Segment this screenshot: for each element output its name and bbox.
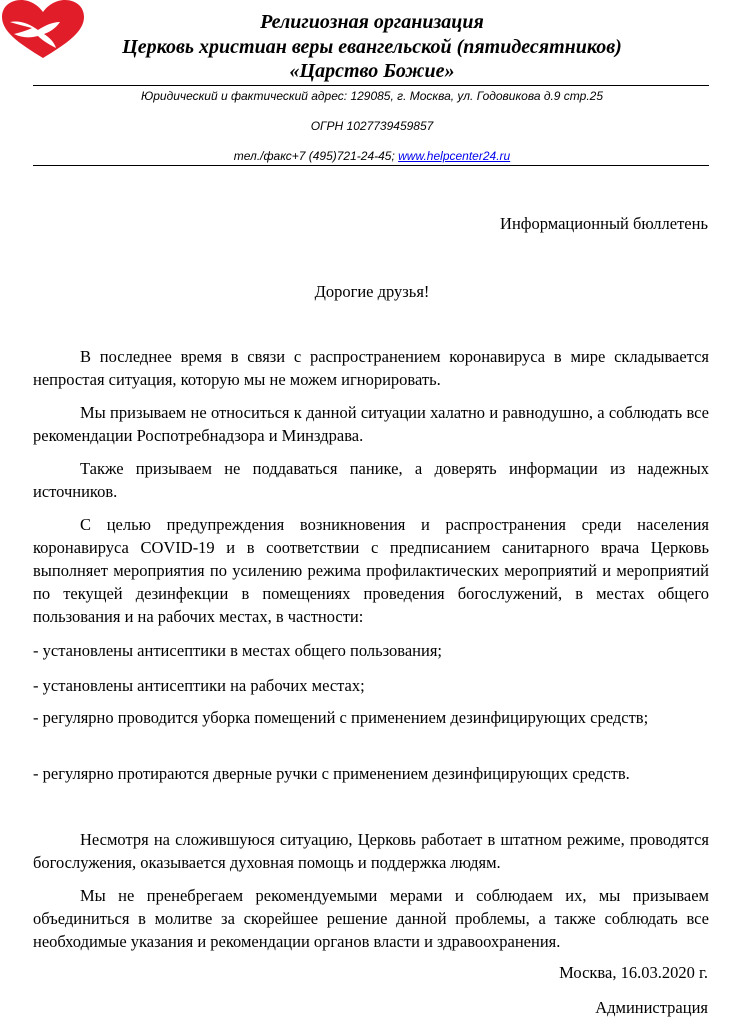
bulletin-title: Информационный бюллетень [500,214,708,233]
contact-line [0,148,744,164]
legal-address: Юридический и фактический адрес: 129085, г. Москва, ул. Годовикова д.9 стр.25 [140,89,604,103]
header-divider-bottom [33,165,709,166]
paragraph: В последнее время в связи с распространением коронавируса в мире складывается непростая ситуация, которую мы не можем игнорировать. [33,347,709,389]
measure-item: - регулярно проводится уборка помещений с применением дезинфицирующих средств; [33,708,649,727]
org-title-line1: Религиозная организация [260,11,484,33]
measure-item: - установлены антисептики на рабочих местах; [33,676,365,695]
org-title-line2: Церковь христиан веры евангельской (пятидесятников) [122,36,622,58]
paragraph: Также призываем не поддаваться панике, а доверять информации из надежных источников. [33,459,709,501]
closing-paragraph: Мы не пренебрегаем рекомендуемыми мерами и соблюдаем их, мы призываем объединиться в молитве за скорейшее решение данной проблемы, а также соблюдать все необходимые указания и рекомендации органов власти и здравоохранения. [33,886,709,951]
measure-item: - установлены антисептики в местах общего пользования; [33,641,443,660]
header-divider-top [33,85,709,86]
paragraph: С целью предупреждения возникновения и распространения среди населения коронавируса COVID-19 и в соответствии с предписанием санитарного врача Церковь выполняет мероприятия по усилению режима профилактических мероприятий и мероприятий по текущей дезинфекции в помещениях проведения богослужений, в местах общего пользования и на рабочих местах, в частности: [33,515,709,626]
measure-item: - регулярно протираются дверные ручки с применением дезинфицирующих средств. [33,764,630,783]
closing-paragraph: Несмотря на сложившуюся ситуацию, Церковь работает в штатном режиме, проводятся богослужения, оказывается духовная помощь и поддержка людям. [33,830,709,872]
paragraph: Мы призываем не относиться к данной ситуации халатно и равнодушно, а соблюдать все рекомендации Роспотребнадзора и Минздрава. [33,403,709,445]
phone-fax: тел./факс+7 (495)721-24-45; [233,149,395,163]
greeting: Дорогие друзья! [314,282,430,301]
place-date: Москва, 16.03.2020 г. [559,963,708,982]
ogrn-number: ОГРН 1027739459857 [310,119,434,133]
org-title-line3: «Царство Божие» [289,60,455,82]
signature: Администрация [595,998,708,1017]
website-link[interactable]: www.helpcenter24.ru [398,149,511,163]
